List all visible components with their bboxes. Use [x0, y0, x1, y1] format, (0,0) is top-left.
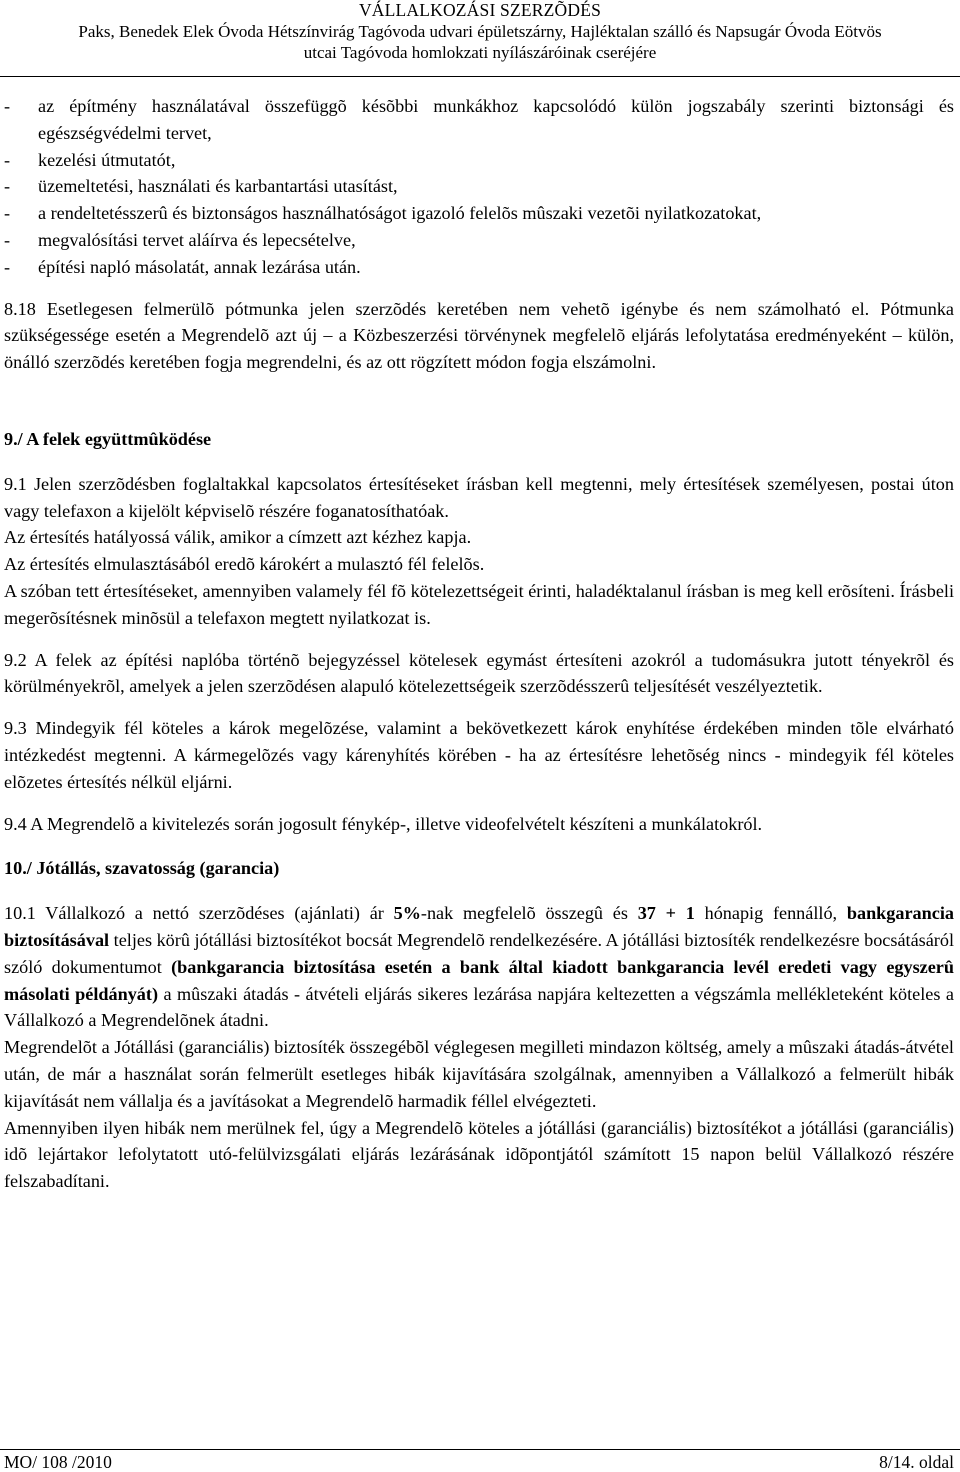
spacer: [4, 376, 954, 426]
section-10-heading: 10./ Jótállás, szavatosság (garancia): [4, 858, 280, 879]
paragraph-10-1-b: Megrendelõt a Jótállási (garanciális) biztosíték összegébõl véglegesen megilleti mindazon költség, amely a mûszaki átadás-átvétel után, de már a használat során felmerült esetleges hibák kijavítására szolgálnak, amennyiben a Vállalkozó a felmerült hibák kijavítását nem vállalja és a javításokat a Megrendelõ harmadik féllel elvégezteti.: [4, 1037, 954, 1111]
footer-divider: [0, 1449, 960, 1450]
page-header: [0, 0, 960, 63]
list-dash: -: [4, 256, 11, 277]
spacer: [4, 453, 954, 471]
spacer: [4, 796, 954, 811]
spacer: [4, 882, 954, 900]
header-subtitle-line-1: Paks, Benedek Elek Óvoda Hétszínvirág Tagóvoda udvari épületszárny, Hajléktalan szálló és Napsugár Óvoda Eötvös: [78, 22, 882, 41]
list-dash: -: [4, 203, 11, 224]
bold-months: 37 + 1: [637, 903, 695, 924]
bold-guarantee-document: (bankgarancia biztosítása esetén a bank által kiadott bankgarancia levél eredeti vagy egyszerû másolati példányát): [4, 956, 954, 1004]
text-run: -nak megfelelõ összegû és: [420, 903, 638, 924]
paragraph-10-1-c: Amennyiben ilyen hibák nem merülnek fel, úgy a Megrendelõ köteles a jótállási (garanciális) biztosítékot a jótállási (garanciális) idõ lejártakor lefolytatott utó-felülvizsgálati eljárás lezárásának idõpontjától számított 15 napon belül Vállalkozó részére felszabadítani.: [4, 1117, 954, 1192]
paragraph-9-1-b: Az értesítés hatályossá válik, amikor a címzett azt kézhez kapja.: [4, 527, 472, 548]
deliverables-list: [4, 93, 954, 281]
list-dash: -: [4, 229, 11, 250]
paragraph-9-1-d: A szóban tett értesítéseket, amennyiben valamely fél fõ kötelezettségeit érinti, haladéktalanul írásban is meg kell erõsíteni. Írásbeli megerõsítésnek minõsül a telefaxon megtett nyilatkozat is.: [4, 580, 954, 628]
list-item: [4, 93, 954, 147]
paragraph-9-2: 9.2 A felek az építési naplóba történõ bejegyzéssel kötelesek egymást értesíteni azokról a tudomásukra jutott tényekrõl és körülményekrõl, amelyek a jelen szerzõdésen alapuló kötelezettségeik szerzõdésszerû teljesítését veszélyeztetik.: [4, 649, 954, 697]
page-footer: [4, 1452, 954, 1472]
paragraph-9-1-c: Az értesítés elmulasztásából eredõ károkért a mulasztó fél felelõs.: [4, 554, 485, 575]
list-item-text: a rendeltetésszerû és biztonságos használhatóságot igazoló felelõs mûszaki vezetõi nyilatkozatokat,: [38, 203, 762, 224]
header-divider: [0, 76, 960, 77]
bold-percent: 5%: [393, 903, 421, 924]
header-subtitle-line-2: utcai Tagóvoda homlokzati nyílászáróinak cseréjére: [303, 43, 657, 62]
text-run: hónapig fennálló,: [694, 903, 847, 924]
text-run: a mûszaki átadás - átvételi eljárás sikeres lezárása napjára keltezetten a végszámla mellékleteként köteles a Vállalkozó a Megrendelõnek átadni.: [4, 983, 954, 1031]
paragraph-9-1: 9.1 Jelen szerzõdésben foglaltakkal kapcsolatos értesítéseket írásban kell megtenni, mely értesítések személyesen, postai úton vagy telefaxon a kijelölt képviselõ részére foganatosíthatóak.: [4, 473, 954, 521]
list-item: [4, 200, 954, 227]
text-run: 10.1 Vállalkozó a nettó szerzõdéses (ajánlati) ár: [4, 903, 394, 924]
list-item: [4, 147, 954, 174]
list-item-text: üzemeltetési, használati és karbantartási utasítást,: [38, 176, 398, 197]
list-item: [4, 173, 954, 200]
list-dash: -: [4, 96, 11, 116]
list-item-text: építési napló másolatát, annak lezárása után.: [38, 256, 361, 277]
paragraph-9-4: 9.4 A Megrendelõ a kivitelezés során jogosult fénykép-, illetve videofelvételt készíteni a munkálatokról.: [4, 813, 763, 834]
spacer: [4, 281, 954, 296]
list-item-text: az építmény használatával összefüggõ késõbbi munkákhoz kapcsolódó külön jogszabály szerinti biztonsági és egészségvédelmi tervet,: [38, 96, 954, 143]
paragraph-10-1: [4, 900, 954, 1034]
list-item-text: kezelési útmutatót,: [38, 149, 176, 170]
document-reference: MO/ 108 /2010: [4, 1452, 112, 1472]
paragraph-9-3: 9.3 Mindegyik fél köteles a károk megelõzése, valamint a bekövetkezett károk enyhítése érdekében minden tõle elvárható intézkedést megtenni. A kármegelõzés vagy kárenyhítés körében - ha az értesítésre lehetõség nincs - mindegyik fél köteles elõzetes értesítés nélkül eljárni.: [4, 718, 954, 792]
spacer: [4, 837, 954, 855]
spacer: [4, 700, 954, 715]
header-title: VÁLLALKOZÁSI SZERZÕDÉS: [358, 0, 602, 20]
list-dash: -: [4, 176, 11, 197]
list-item: [4, 254, 954, 281]
page-number: 8/14. oldal: [879, 1452, 954, 1472]
list-dash: -: [4, 149, 11, 170]
spacer: [4, 632, 954, 647]
document-body: [4, 93, 954, 1195]
text-run: teljes körû jótállási biztosítékot bocsát Megrendelõ rendelkezésére. A jótállási biztosíték rendelkezésre bocsátásáról szóló dokumentumot: [4, 929, 955, 977]
list-item-text: megvalósítási tervet aláírva és lepecsételve,: [38, 229, 356, 250]
bold-bank-guarantee: bankgarancia biztosításával: [4, 903, 954, 950]
list-item: [4, 227, 954, 254]
paragraph-8-18: 8.18 Esetlegesen felmerülõ pótmunka jelen szerzõdés keretében nem vehetõ igénybe és nem számolható el. Pótmunka szükségessége esetén a Megrendelõ azt új – a Közbeszerzési törvénynek megfelelõ eljárás lefolytatása eredményeként – külön, önálló szerzõdés keretében fogja megrendelni, és az ott rögzített módon fogja elszámolni.: [4, 298, 954, 373]
section-9-heading: 9./ A felek együttmûködése: [4, 428, 212, 449]
